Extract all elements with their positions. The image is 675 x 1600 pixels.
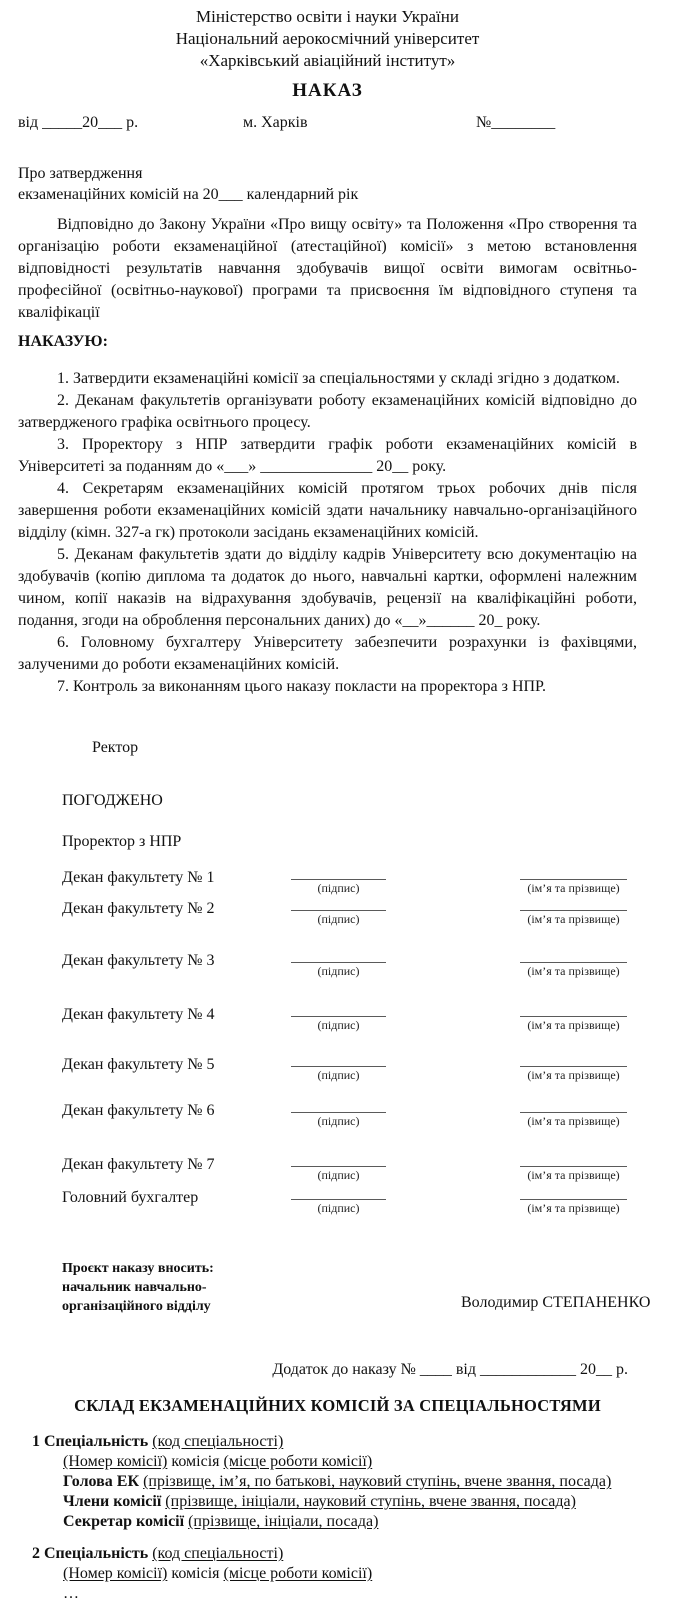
members-desc: (прізвище, ініціали, науковий ступінь, вчене звання, посада) bbox=[165, 1493, 576, 1510]
name-line bbox=[520, 949, 627, 963]
signatory-row-dean-1 bbox=[0, 867, 675, 895]
date-blank: від _____20___ р. bbox=[18, 114, 139, 131]
signature-caption: (підпис) bbox=[317, 1068, 360, 1082]
commission-number: (Номер комісії) bbox=[63, 1565, 168, 1582]
signatory-label: Декан факультету № 7 bbox=[62, 1156, 215, 1173]
subject-line-2: екзаменаційних комісій на 20___ календарний рік bbox=[18, 186, 359, 203]
order-item-6: 6. Головному бухгалтеру Університету забезпечити розрахунки із фахівцями, залученими до роботи екзаменаційних комісій. bbox=[18, 634, 637, 673]
secretary-line bbox=[63, 1512, 642, 1532]
spec-entry-2 bbox=[32, 1544, 642, 1600]
annex-specialties bbox=[32, 1432, 642, 1600]
commission-place: (місце роботи комісії) bbox=[223, 1565, 373, 1582]
name-line bbox=[520, 1053, 627, 1067]
spec-label: Спеціальність bbox=[44, 1545, 149, 1562]
name-line bbox=[520, 1153, 627, 1167]
name-caption: (ім’я та прізвище) bbox=[527, 1114, 620, 1128]
spec-title-line bbox=[32, 1432, 642, 1452]
signature-line bbox=[291, 1099, 386, 1113]
document-body bbox=[0, 0, 675, 698]
signature-caption: (підпис) bbox=[317, 1114, 360, 1128]
signatory-label: Декан факультету № 3 bbox=[62, 952, 215, 969]
signature-field bbox=[291, 866, 386, 896]
ellipsis: … bbox=[63, 1585, 81, 1600]
head-desc: (прізвище, ім’я, по батькові, науковий ступінь, вчене звання, посада) bbox=[143, 1473, 612, 1490]
header-university: Національний аерокосмічний університет bbox=[175, 29, 480, 48]
name-caption: (ім’я та прізвище) bbox=[527, 912, 620, 926]
order-item-4: 4. Секретарям екзаменаційних комісій протягом трьох робочих днів після завершення роботи екзаменаційних комісій здати начальнику навчально-організаційного відділу (кімн. 327-а гк) протоколи засідань екзаменаційних комісій. bbox=[18, 480, 637, 541]
spec-entry-1 bbox=[32, 1432, 642, 1532]
signatory-label: Декан факультету № 6 bbox=[62, 1102, 215, 1119]
signature-field bbox=[291, 949, 386, 979]
signatory-row-dean-7 bbox=[0, 1154, 675, 1182]
commission-number: (Номер комісії) bbox=[63, 1453, 168, 1470]
name-line bbox=[520, 1186, 627, 1200]
signature-line bbox=[291, 949, 386, 963]
order-item-5: 5. Деканам факультетів здати до відділу кадрів Університету всю документацію на здобувачів (копію диплома та додаток до нього, навчальні картки, оформлені належним чином, копії наказів на відрахування здобувачів, рецензії на кваліфікаційні роботи, подання, згоди на оброблення персональних даних) до «__»______ 20_ року. bbox=[18, 546, 637, 629]
spec-title-line bbox=[32, 1544, 642, 1564]
order-item-1: 1. Затвердити екзаменаційні комісії за спеціальностями у складі згідно з додатком. bbox=[57, 370, 620, 387]
name-caption: (ім’я та прізвище) bbox=[527, 1201, 620, 1215]
signature-line bbox=[291, 1186, 386, 1200]
head-line bbox=[63, 1472, 642, 1492]
signature-field bbox=[291, 1153, 386, 1183]
submitter-line-3: організаційного відділу bbox=[62, 1299, 211, 1314]
name-caption: (ім’я та прізвище) bbox=[527, 1018, 620, 1032]
signature-line bbox=[291, 1053, 386, 1067]
commission-word: комісія bbox=[171, 1565, 220, 1582]
signatory-row-dean-3 bbox=[0, 950, 675, 978]
signatory-row-dean-6 bbox=[0, 1100, 675, 1128]
secretary-label: Секретар комісії bbox=[63, 1513, 185, 1530]
resolve-word: НАКАЗУЮ: bbox=[18, 333, 108, 350]
preamble-paragraph: Відповідно до Закону України «Про вищу освіту» та Положення «Про створення та організацію роботи екзаменаційної (атестаційної) комісії» з метою встановлення відповідності результатів навчання здобувачів вищої освіти вимогам освітньо-професійної (освітньо-наукової) програми та присвоєння їм відповідного ступеня та кваліфікації bbox=[18, 216, 637, 321]
commission-word: комісія bbox=[171, 1453, 220, 1470]
header-ministry: Міністерство освіти і науки України bbox=[196, 7, 459, 26]
commission-line bbox=[63, 1452, 642, 1472]
subject-line-1: Про затвердження bbox=[18, 165, 143, 182]
doc-title: НАКАЗ bbox=[292, 80, 363, 101]
name-line bbox=[520, 1099, 627, 1113]
submitter-line-1: Проєкт наказу вносить: bbox=[62, 1261, 214, 1276]
spec-number: 2 bbox=[32, 1545, 40, 1562]
signature-caption: (підпис) bbox=[317, 881, 360, 895]
name-caption: (ім’я та прізвище) bbox=[527, 1068, 620, 1082]
spec-code: (код спеціальності) bbox=[152, 1545, 284, 1562]
submitter-name: Володимир СТЕПАНЕНКО bbox=[461, 1294, 651, 1311]
signatory-row-dean-5 bbox=[0, 1054, 675, 1082]
dateline bbox=[18, 114, 637, 140]
name-field bbox=[520, 897, 627, 927]
signatory-label: Декан факультету № 5 bbox=[62, 1056, 215, 1073]
signatory-label: Декан факультету № 2 bbox=[62, 900, 215, 917]
signature-field bbox=[291, 1003, 386, 1033]
signature-caption: (підпис) bbox=[317, 1201, 360, 1215]
secretary-desc: (прізвище, ініціали, посада) bbox=[188, 1513, 379, 1530]
signature-caption: (підпис) bbox=[317, 912, 360, 926]
order-item-2: 2. Деканам факультетів організувати роботу екзаменаційних комісій відповідно до затвердженого графіка освітнього процесу. bbox=[18, 392, 637, 431]
subject-block bbox=[18, 163, 637, 205]
name-field bbox=[520, 949, 627, 979]
annex-heading: СКЛАД ЕКЗАМЕНАЦІЙНИХ КОМІСІЙ ЗА СПЕЦІАЛЬНОСТЯМИ bbox=[74, 1396, 601, 1415]
signature-caption: (підпис) bbox=[317, 1168, 360, 1182]
signatory-row-chief-accountant bbox=[0, 1187, 675, 1215]
header-institute: «Харківський авіаційний інститут» bbox=[199, 51, 456, 70]
name-field bbox=[520, 1099, 627, 1129]
commission-line bbox=[63, 1564, 642, 1584]
name-field bbox=[520, 866, 627, 896]
order-item-7: 7. Контроль за виконанням цього наказу покласти на проректора з НПР. bbox=[57, 678, 546, 695]
name-field bbox=[520, 1153, 627, 1183]
signature-caption: (підпис) bbox=[317, 1018, 360, 1032]
name-line bbox=[520, 1003, 627, 1017]
signature-field bbox=[291, 897, 386, 927]
signature-line bbox=[291, 1003, 386, 1017]
signature-field bbox=[291, 1099, 386, 1129]
name-field bbox=[520, 1003, 627, 1033]
name-caption: (ім’я та прізвище) bbox=[527, 964, 620, 978]
city-label: м. Харків bbox=[243, 114, 308, 131]
order-items bbox=[18, 368, 637, 698]
members-line bbox=[63, 1492, 642, 1512]
signature-field bbox=[291, 1053, 386, 1083]
name-caption: (ім’я та прізвище) bbox=[527, 1168, 620, 1182]
vice-rector-label: Проректор з НПР bbox=[62, 833, 182, 850]
signature-field bbox=[291, 1186, 386, 1216]
submitter-line-2: начальник навчально- bbox=[62, 1280, 207, 1295]
agreed-label: ПОГОДЖЕНО bbox=[62, 792, 163, 809]
order-item-3: 3. Проректору з НПР затвердити графік роботи екзаменаційних комісій в Університеті за поданням до «___» ______________ 20__ року. bbox=[18, 436, 637, 475]
spec-number: 1 bbox=[32, 1433, 40, 1450]
annex-reference: Додаток до наказу № ____ від ____________ 20__ р. bbox=[272, 1361, 628, 1378]
signatory-row-dean-4 bbox=[0, 1004, 675, 1032]
order-number-blank: №________ bbox=[476, 114, 556, 131]
commission-place: (місце роботи комісії) bbox=[223, 1453, 373, 1470]
signatory-row-dean-2 bbox=[0, 898, 675, 926]
spec-code: (код спеціальності) bbox=[152, 1433, 284, 1450]
submitter-block bbox=[62, 1259, 214, 1316]
name-line bbox=[520, 866, 627, 880]
signature-line bbox=[291, 897, 386, 911]
signature-line bbox=[291, 1153, 386, 1167]
head-label: Голова ЕК bbox=[63, 1473, 140, 1490]
rector-label: Ректор bbox=[92, 739, 139, 756]
members-label: Члени комісії bbox=[63, 1493, 162, 1510]
name-caption: (ім’я та прізвище) bbox=[527, 881, 620, 895]
signatory-label: Головний бухгалтер bbox=[62, 1189, 199, 1206]
spec-label: Спеціальність bbox=[44, 1433, 149, 1450]
signature-line bbox=[291, 866, 386, 880]
name-field bbox=[520, 1053, 627, 1083]
signatory-label: Декан факультету № 4 bbox=[62, 1006, 215, 1023]
name-line bbox=[520, 897, 627, 911]
name-field bbox=[520, 1186, 627, 1216]
signatory-label: Декан факультету № 1 bbox=[62, 869, 215, 886]
signature-caption: (підпис) bbox=[317, 964, 360, 978]
